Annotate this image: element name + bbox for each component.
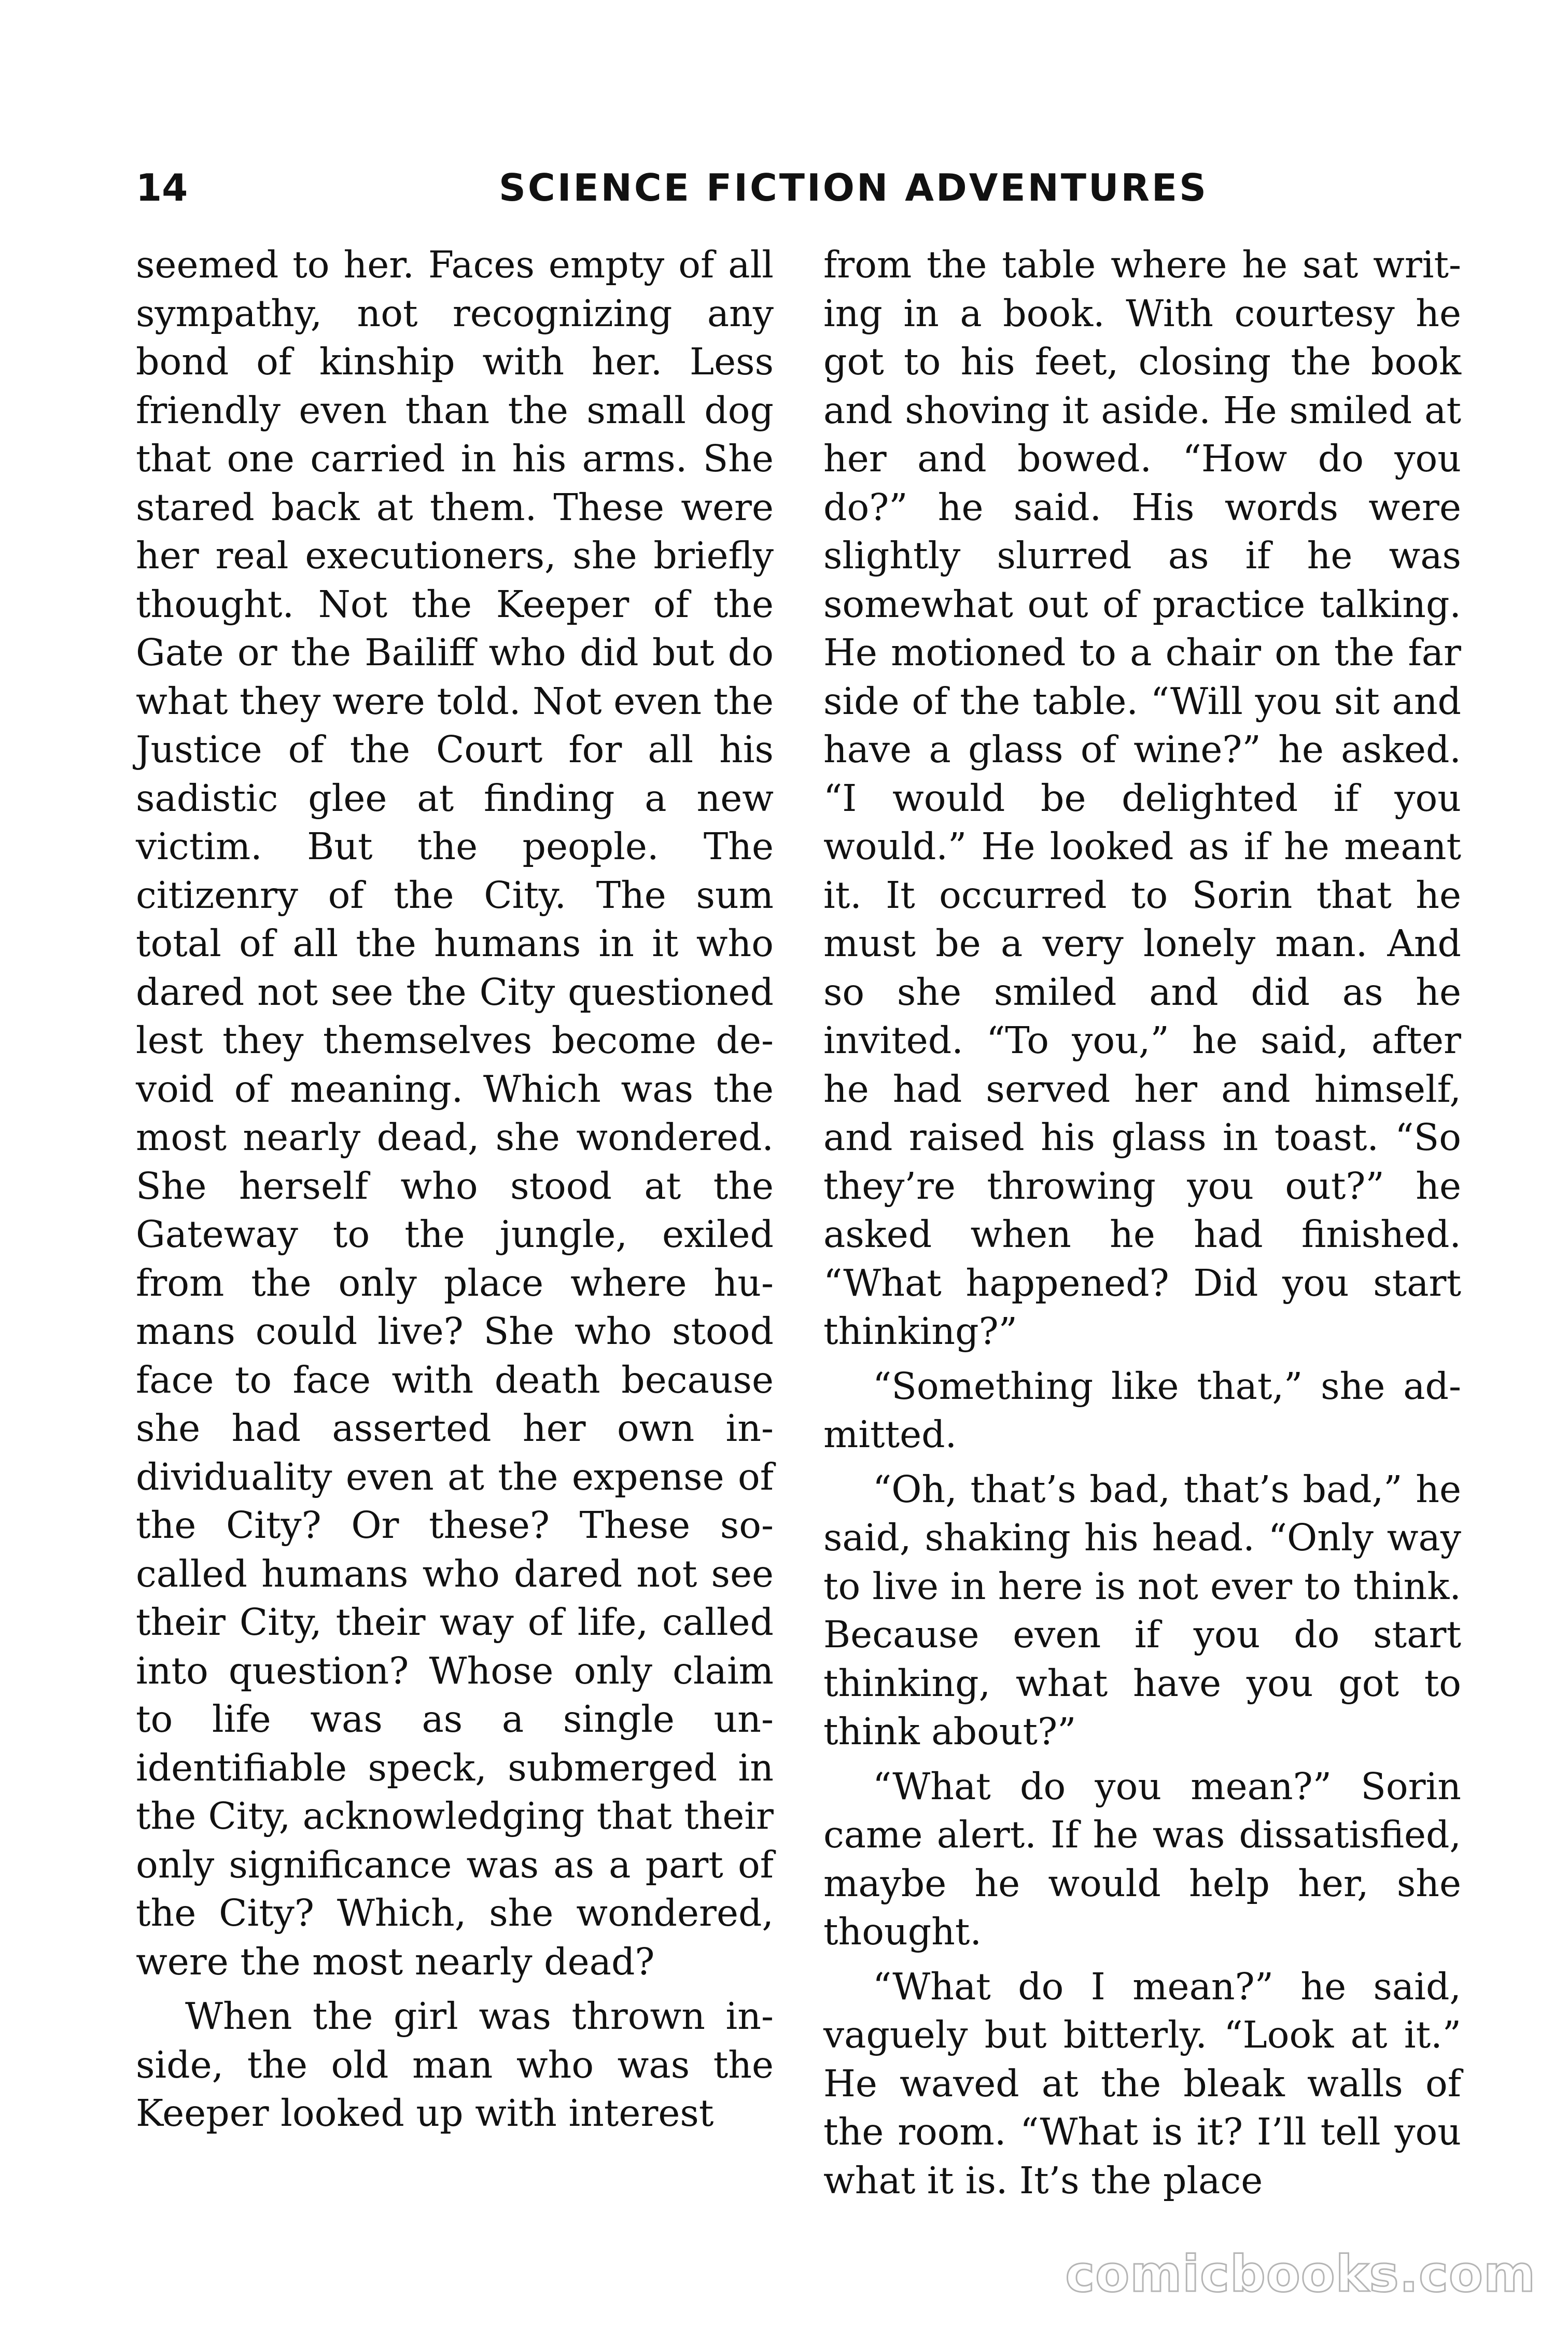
- left-text-column: [136, 241, 774, 2135]
- paragraph: “Oh, that’s bad, that’s bad,” he said, shaking his head. “Only way to live in here is not ever to think. Because even if you do start thinking, what have you got to think about?”: [823, 1467, 1461, 1753]
- paragraph: “What do I mean?” he said, vaguely but bitterly. “Look at it.” He waved at the bleak walls of the room. “What is it? I’ll tell you what it is. It’s the place: [823, 1965, 1461, 2202]
- paragraph: “What do you mean?” Sorin came alert. If he was dissatisfied, maybe he would help her, she thought.: [823, 1764, 1461, 1953]
- running-title: SCIENCE FICTION ADVENTURES: [499, 166, 1208, 209]
- paragraph: When the girl was thrown inside, the old man who was the Keeper looked up with interest: [136, 1995, 774, 2135]
- page-number: 14: [136, 166, 188, 209]
- paragraph: “Something like that,” she admitted.: [823, 1364, 1461, 1456]
- page-header: [136, 166, 1463, 223]
- watermark-text: comicbooks.com: [1065, 2245, 1536, 2303]
- right-text-column: [823, 241, 1461, 2202]
- paragraph: seemed to her. Faces empty of all sympathy, not recognizing any bond of kinship with her. Less friendly even than the small dog that one carried in his arms. She stared back at them. These were her real executioners, she briefly thought. Not the Keeper of the Gate or the Bailiff who did but do what they were told. Not even the Justice of the Court for all his sadistic glee at finding a new victim. But the people. The citizenry of the City. The sum total of all the humans in it who dared not see the City questioned lest they themselves become devoid of meaning. Which was the most nearly dead, she wondered. She herself who stood at the Gateway to the jungle, exiled from the only place where humans could live? She who stood face to face with death because she had asserted her own individuality even at the expense of the City? Or these? These so-called humans who dared not see their City, their way of life, called into question? Whose only claim to life was as a single unidentifiable speck, submerged in the City, acknowledging that their only significance was as a part of the City? Which, she wondered, were the most nearly dead?: [136, 243, 774, 1983]
- paragraph: from the table where he sat writing in a book. With courtesy he got to his feet, closing the book and shoving it aside. He smiled at her and bowed. “How do you do?” he said. His words were slightly slurred as if he was somewhat out of practice talking. He motioned to a chair on the far side of the table. “Will you sit and have a glass of wine?” he asked. “I would be delighted if you would.” He looked as if he meant it. It occurred to Sorin that he must be a very lonely man. And so she smiled and did as he invited. “To you,” he said, after he had served her and himself, and raised his glass in toast. “So they’re throwing you out?” he asked when he had finished. “What happened? Did you start thinking?”: [823, 243, 1461, 1353]
